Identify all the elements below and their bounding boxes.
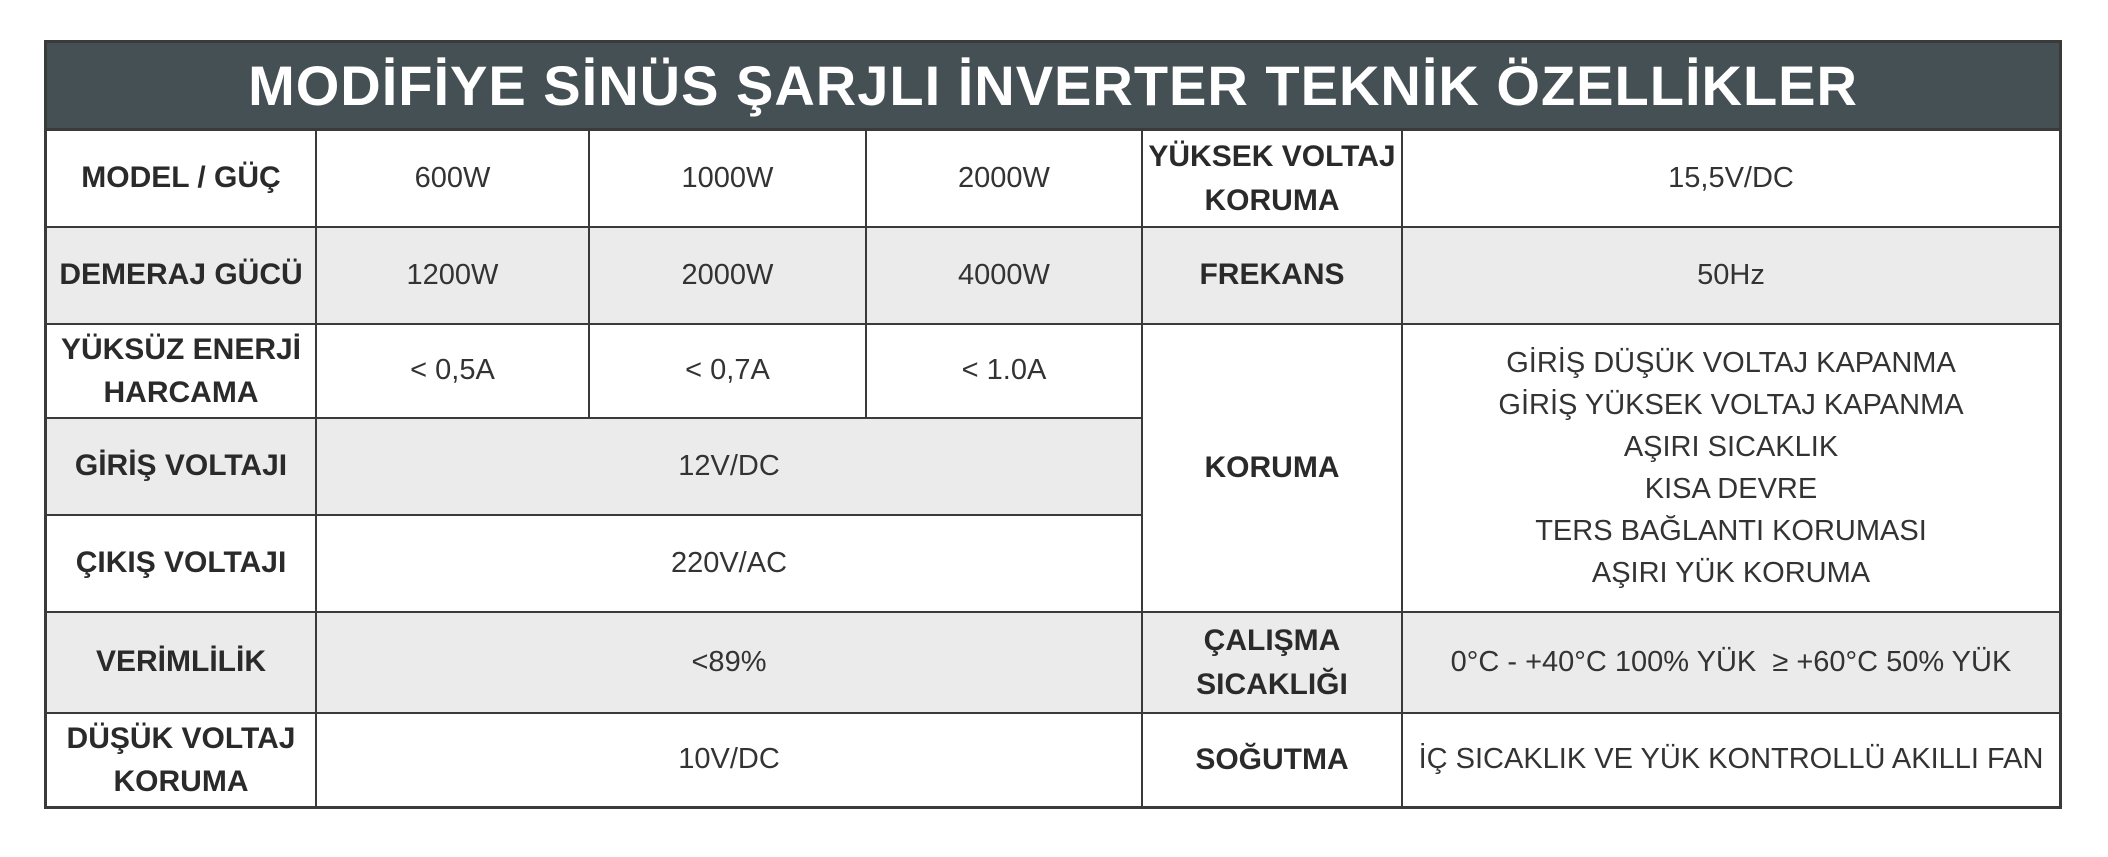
- value-demeraj-2000: 2000W: [590, 228, 867, 325]
- koruma-item: GİRİŞ DÜŞÜK VOLTAJ KAPANMA: [1506, 346, 1956, 379]
- value-calisma-sicakligi: 0°C - +40°C 100% YÜK ≥ +60°C 50% YÜK: [1403, 613, 2059, 714]
- value-model-600: 600W: [317, 131, 590, 228]
- spec-table: [44, 40, 2062, 809]
- value-model-1000: 1000W: [590, 131, 867, 228]
- koruma-item: AŞIRI YÜK KORUMA: [1591, 557, 1871, 590]
- value-yuksuz-1000: < 0,7A: [590, 325, 867, 419]
- label-yuksuz-enerji-harcama: YÜKSÜZ ENERJİ HARCAMA: [47, 325, 317, 419]
- value-yuksuz-600: < 0,5A: [317, 325, 590, 419]
- value-sogutma: İÇ SICAKLIK VE YÜK KONTROLLÜ AKILLI FAN: [1403, 714, 2059, 806]
- koruma-item: GİRİŞ YÜKSEK VOLTAJ KAPANMA: [1498, 388, 1964, 421]
- value-dusuk-voltaj-koruma: 10V/DC: [317, 714, 1143, 806]
- label-frekans: FREKANS: [1143, 228, 1403, 325]
- label-sogutma: SOĞUTMA: [1143, 714, 1403, 806]
- koruma-list: [1403, 325, 2059, 613]
- value-verimlilik: <89%: [317, 613, 1143, 714]
- value-frekans: 50Hz: [1403, 228, 2059, 325]
- value-model-2000: 2000W: [867, 131, 1143, 228]
- value-cikis-voltaji: 220V/AC: [317, 516, 1143, 613]
- table-title: MODİFİYE SİNÜS ŞARJLI İNVERTER TEKNİK ÖZELLİKLER: [47, 43, 2059, 131]
- value-giris-voltaji: 12V/DC: [317, 419, 1143, 516]
- label-calisma-sicakligi: ÇALIŞMA SICAKLIĞI: [1143, 613, 1403, 714]
- koruma-item: KISA DEVRE: [1644, 473, 1818, 505]
- label-verimlilik: VERİMLİLİK: [47, 613, 317, 714]
- value-demeraj-1200: 1200W: [317, 228, 590, 325]
- label-cikis-voltaji: ÇIKIŞ VOLTAJI: [47, 516, 317, 613]
- label-koruma: KORUMA: [1143, 325, 1403, 613]
- value-yuksuz-2000: < 1.0A: [867, 325, 1143, 419]
- label-model-guc: MODEL / GÜÇ: [47, 131, 317, 228]
- value-demeraj-4000: 4000W: [867, 228, 1143, 325]
- koruma-item: TERS BAĞLANTI KORUMASI: [1535, 515, 1927, 548]
- label-demeraj-gucu: DEMERAJ GÜCÜ: [47, 228, 317, 325]
- koruma-item: AŞIRI SICAKLIK: [1623, 430, 1839, 463]
- label-giris-voltaji: GİRİŞ VOLTAJI: [47, 419, 317, 516]
- label-yuksek-voltaj-koruma: YÜKSEK VOLTAJ KORUMA: [1143, 131, 1403, 228]
- value-yuksek-voltaj-koruma: 15,5V/DC: [1403, 131, 2059, 228]
- label-dusuk-voltaj-koruma: DÜŞÜK VOLTAJ KORUMA: [47, 714, 317, 806]
